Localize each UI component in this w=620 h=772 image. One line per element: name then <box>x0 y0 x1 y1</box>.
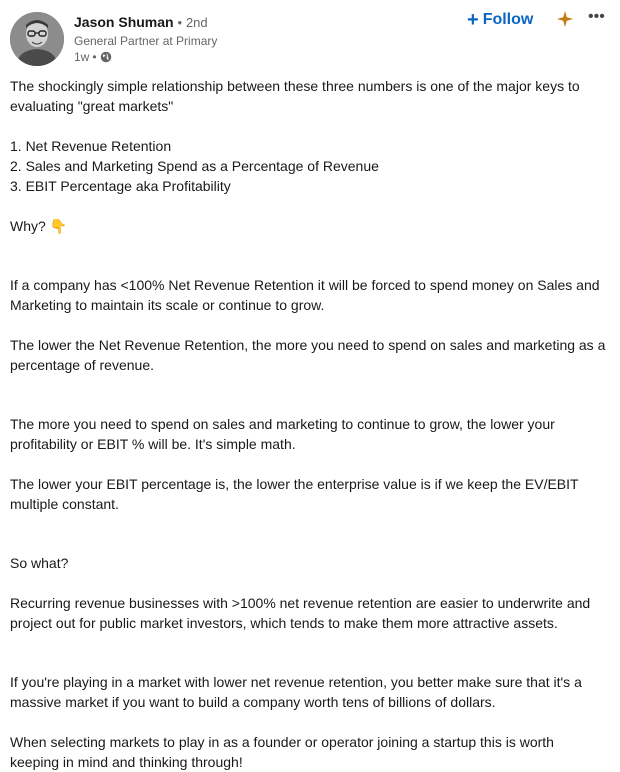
more-icon[interactable]: ••• <box>588 8 605 25</box>
follow-label: Follow <box>482 11 534 28</box>
pointing-down-icon: 👇 <box>49 218 68 234</box>
post-paragraph: The lower the Net Revenue Retention, the more you need to spend on sales and marketing as a percentage of revenue. <box>10 337 606 373</box>
why-line <box>10 216 606 236</box>
author-name[interactable]: Jason Shuman <box>74 14 174 30</box>
so-what-line: So what? <box>10 555 69 571</box>
globe-icon <box>100 51 112 63</box>
post-time-label: 1w <box>74 50 90 64</box>
post-timestamp <box>74 50 112 64</box>
list-item: 1. Net Revenue Retention <box>10 138 172 154</box>
profile-photo-icon <box>10 12 64 66</box>
post-header <box>0 0 620 72</box>
author-headline: General Partner at Primary <box>74 34 218 48</box>
separator-dot: • <box>177 15 183 30</box>
post-paragraph: If you're playing in a market with lower net revenue retention, you better make sure that it's a massive market if you want to build a company worth tens of billions of dollars. <box>10 674 582 710</box>
post-paragraph: The lower your EBIT percentage is, the lower the enterprise value is if we keep the EV/EBIT multiple constant. <box>10 476 579 512</box>
plus-icon: + <box>467 9 479 31</box>
post-paragraph: Recurring revenue businesses with >100% net revenue retention are easier to underwrite and project out for public market investors, which tends to make them more attractive assets. <box>10 595 591 631</box>
separator-dot: • <box>92 50 97 64</box>
post-body <box>10 76 606 772</box>
post-paragraph: When selecting markets to play in as a founder or operator joining a startup this is worth keeping in mind and thinking through! <box>10 734 554 770</box>
why-text: Why? <box>10 218 46 234</box>
avatar[interactable] <box>10 12 64 66</box>
sparkle-icon[interactable] <box>556 10 574 28</box>
post-paragraph: The more you need to spend on sales and marketing to continue to grow, the lower your profitability or EBIT % will be. It's simple math. <box>10 416 555 452</box>
post-paragraph: If a company has <100% Net Revenue Retention it will be forced to spend money on Sales and Marketing to maintain its scale or continue to grow. <box>10 277 600 313</box>
post-intro: The shockingly simple relationship between these three numbers is one of the major keys to evaluating "great markets" <box>10 78 580 114</box>
follow-button[interactable] <box>467 10 533 30</box>
list-item: 3. EBIT Percentage aka Profitability <box>10 178 231 194</box>
list-item: 2. Sales and Marketing Spend as a Percentage of Revenue <box>10 158 379 174</box>
author-name-line <box>74 14 208 30</box>
connection-degree: 2nd <box>185 15 208 30</box>
